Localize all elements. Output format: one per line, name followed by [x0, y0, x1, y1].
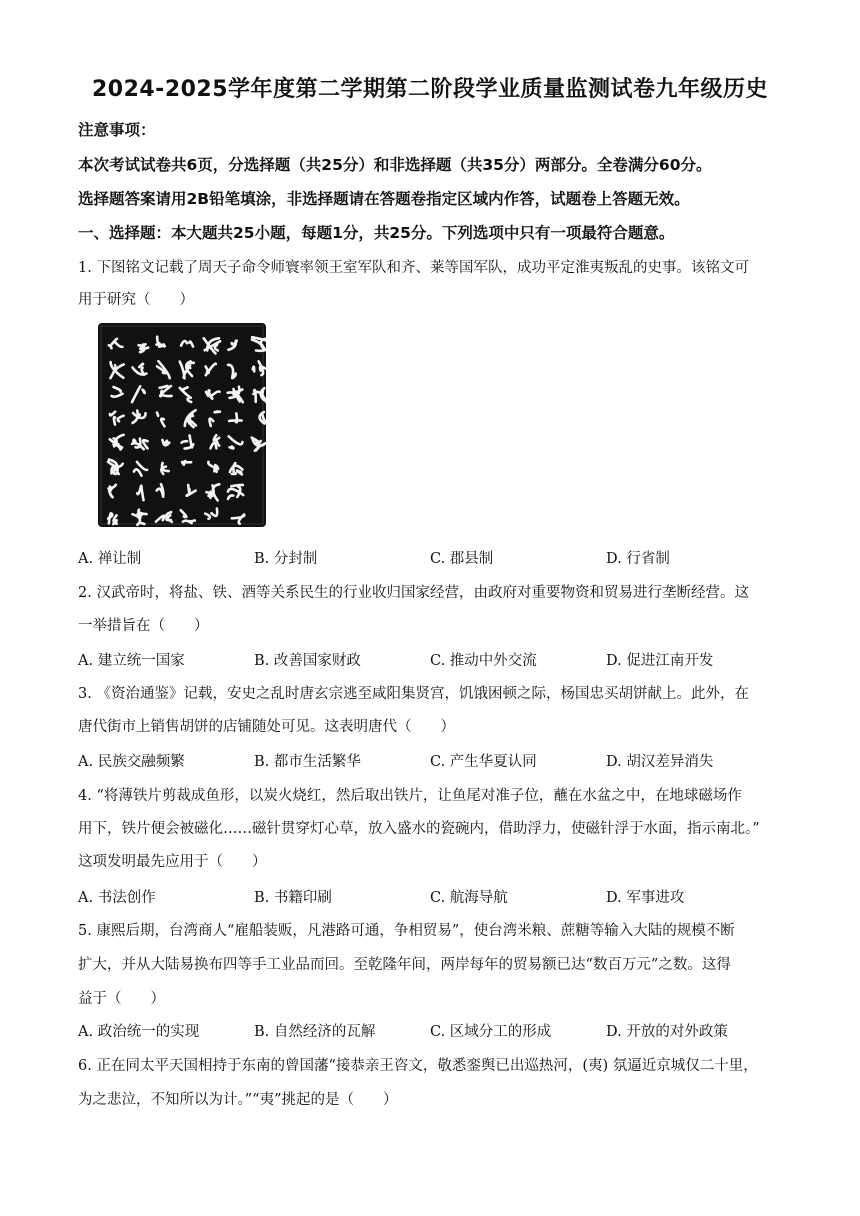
- q4-option-b[interactable]: B. 书籍印刷: [254, 890, 332, 906]
- section-1-heading: 一、选择题：本大题共25小题，每题1分，共25分。下列选项中只有一项最符合题意。: [78, 224, 675, 242]
- inscription-stroke: [253, 367, 255, 372]
- q3-option-b[interactable]: B. 都市生活繁华: [254, 754, 361, 770]
- question-3-line-2: 唐代街市上销售胡饼的店铺随处可见。这表明唐代（ ）: [78, 719, 455, 735]
- inscription-stroke: [229, 420, 242, 421]
- q5-option-d[interactable]: D. 开放的对外政策: [606, 1024, 728, 1040]
- inscription-stroke: [189, 521, 195, 522]
- q4-option-d[interactable]: D. 军事进攻: [606, 890, 685, 906]
- question-6-line-1: 6. 正在同太平天国相持于东南的曾国藩“接恭亲王咨文，敬悉銮舆已出巡热河，(夷) 氛逼近京城仅二十里，: [78, 1058, 758, 1074]
- inscription-stroke: [143, 390, 145, 393]
- inscription-stroke: [215, 411, 220, 412]
- inscription-stroke: [157, 413, 158, 416]
- inscription-stroke: [188, 485, 189, 492]
- question-5-line-3: 益于（ ）: [78, 991, 165, 1007]
- q2-option-c[interactable]: C. 推动中外交流: [430, 653, 537, 669]
- q5-option-b[interactable]: B. 自然经济的瓦解: [254, 1024, 376, 1040]
- q2-option-a[interactable]: A. 建立统一国家: [78, 653, 185, 669]
- question-2-line-2: 一举措旨在（ ）: [78, 618, 209, 634]
- exam-title: 2024-2025学年度第二学期第二阶段学业质量监测试卷九年级历史: [91, 77, 769, 102]
- notice-line-1: 本次考试试卷共6页，分选择题（共25分）和非选择题（共35分）两部分。全卷满分60分。: [78, 156, 712, 174]
- inscription-stroke: [184, 461, 191, 462]
- q5-option-a[interactable]: A. 政治统一的实现: [78, 1024, 200, 1040]
- question-3-line-1: 3. 《资治通鉴》记载，安史之乱时唐玄宗逃至咸阳集贤宫，饥饿困顿之际，杨国忠买胡饼献上。此外，在: [78, 686, 749, 702]
- question-6-line-2: 为之悲泣，不知所以为计。”“夷”挑起的是（ ）: [78, 1092, 398, 1108]
- question-5-line-2: 扩大，并从大陆易换布四等手工业品而回。至乾隆年间，两岸每年的贸易额已达“数百万元”之数。这得: [78, 957, 731, 973]
- question-2-line-1: 2. 汉武帝时，将盐、铁、酒等关系民生的行业收归国家经营，由政府对重要物资和贸易进行垄断经营。这: [78, 585, 749, 601]
- inscription-stroke: [231, 485, 243, 486]
- inscription-stroke: [232, 473, 236, 474]
- question-1-line-2: 用于研究（ ）: [78, 292, 194, 308]
- inscription-stroke: [182, 441, 188, 443]
- question-4-line-3: 这项发明最先应用于（ ）: [78, 854, 267, 870]
- notice-line-2: 选择题答案请用2B铅笔填涂，非选择题请在答题卷指定区域内作答，试题卷上答题无效。: [78, 190, 690, 208]
- inscription-stroke: [133, 440, 135, 442]
- q2-option-b[interactable]: B. 改善国家财政: [254, 653, 361, 669]
- q3-option-d[interactable]: D. 胡汉差异消失: [606, 754, 714, 770]
- q5-option-c[interactable]: C. 区域分工的形成: [430, 1024, 552, 1040]
- question-4-line-2: 用下，铁片便会被磁化……磁针贯穿灯心草，放入盛水的瓷碗内，借助浮力，使磁针浮于水面，指示南北。”: [78, 821, 760, 837]
- inscription-stroke: [114, 417, 115, 425]
- q1-option-a[interactable]: A. 禅让制: [78, 551, 142, 567]
- q3-option-a[interactable]: A. 民族交融频繁: [78, 754, 185, 770]
- q4-option-a[interactable]: A. 书法创作: [78, 890, 156, 906]
- q1-option-c[interactable]: C. 郡县制: [430, 551, 494, 567]
- inscription-stroke: [230, 447, 234, 449]
- notice-heading: 注意事项：: [78, 121, 156, 139]
- question-4-line-1: 4. “将薄铁片剪裁成鱼形，以炭火烧红，然后取出铁片，让鱼尾对准子位，蘸在水盆之中，在地球磁场作: [78, 788, 742, 804]
- q2-option-d[interactable]: D. 促进江南开发: [606, 653, 714, 669]
- q1-option-d[interactable]: D. 行省制: [606, 551, 670, 567]
- question-1-line-1: 1. 下图铭文记载了周天子命令师寰率领王室军队和齐、莱等国军队，成功平定淮夷叛乱的史事。该铭文可: [78, 260, 749, 276]
- q4-option-c[interactable]: C. 航海导航: [430, 890, 508, 906]
- bronze-inscription-image: [98, 323, 266, 527]
- q3-option-c[interactable]: C. 产生华夏认同: [430, 754, 537, 770]
- question-5-line-1: 5. 康熙后期，台湾商人“雇船装贩，凡港路可通，争相贸易”，使台湾米粮、蔗糖等输入大陆的规模不断: [78, 923, 735, 939]
- q1-option-b[interactable]: B. 分封制: [254, 551, 318, 567]
